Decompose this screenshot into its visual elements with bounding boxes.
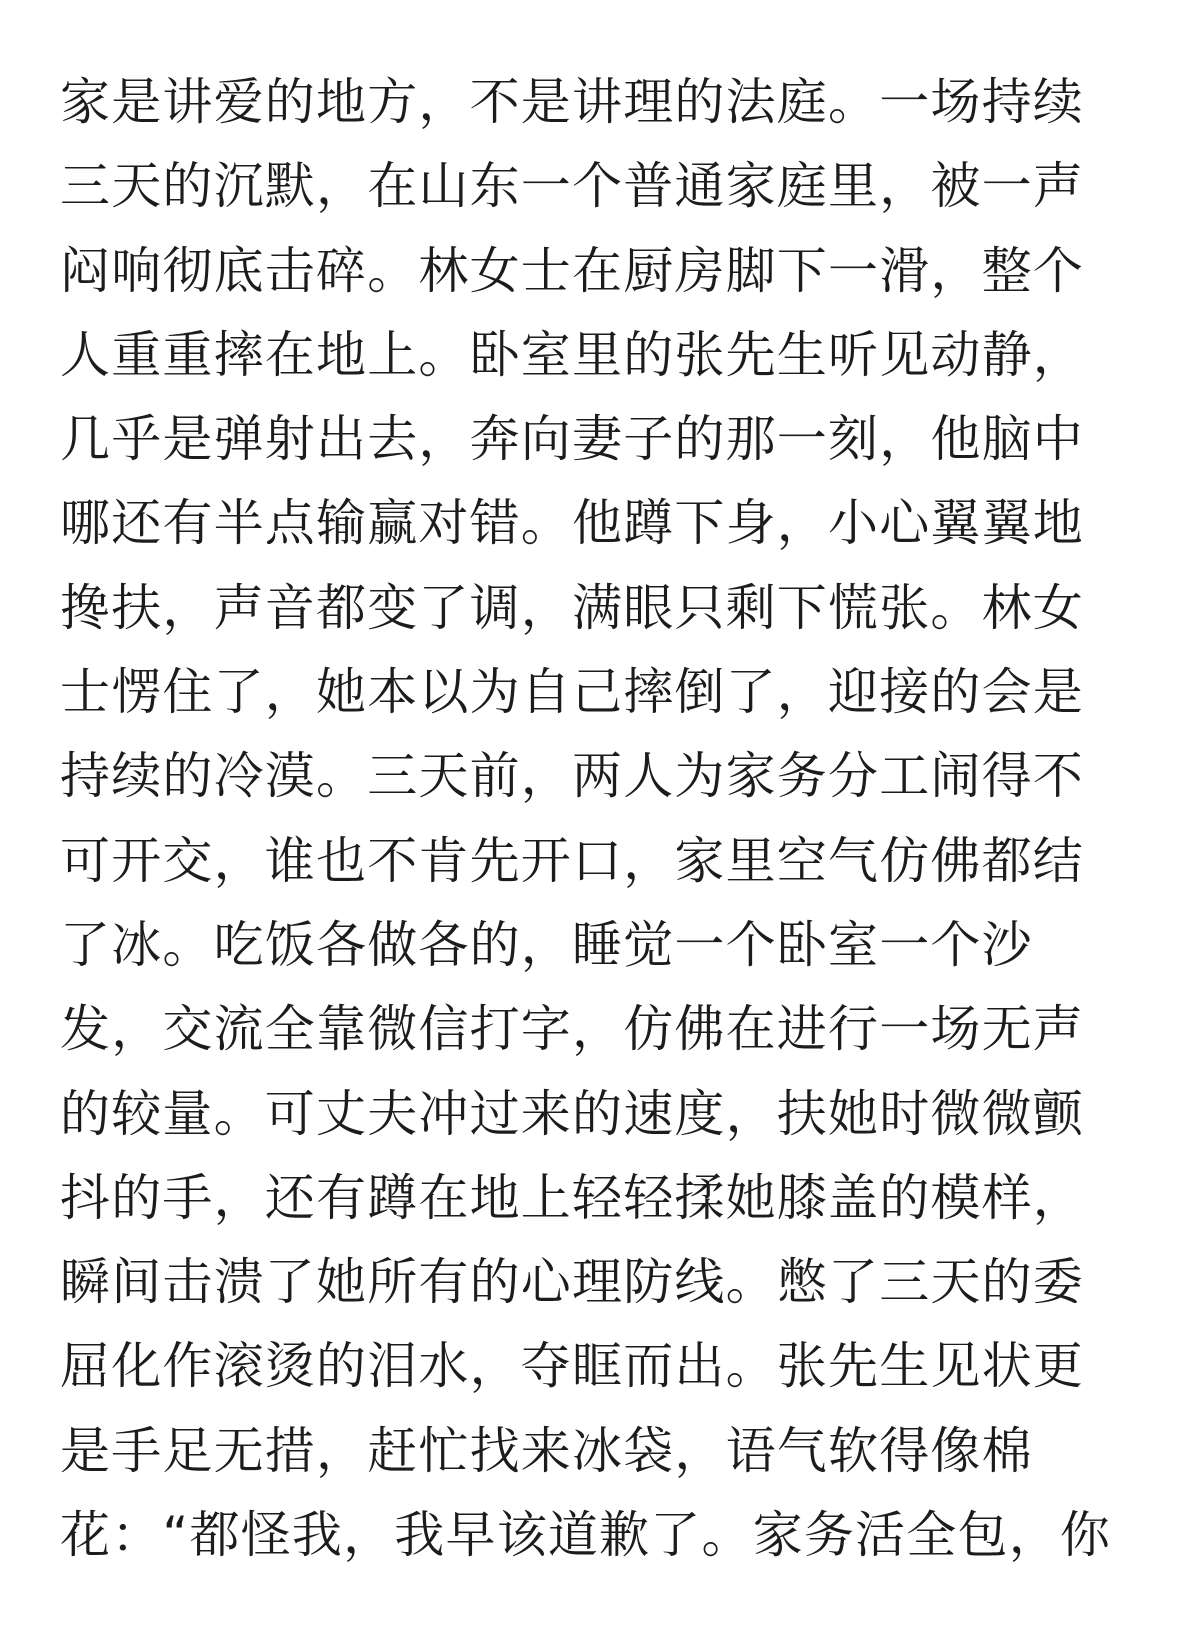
article-line: 家是讲爱的地方，不是讲理的法庭。一场持续 [60, 73, 1084, 131]
article-body [60, 60, 1112, 1577]
article-line: 的较量。可丈夫冲过来的速度，扶她时微微颤 [60, 1084, 1084, 1143]
article-line: 持续的冷漠。三天前，两人为家务分工闹得不 [60, 747, 1084, 806]
article-line: 发，交流全靠微信打字，仿佛在进行一场无声 [60, 1000, 1084, 1059]
article-line: 是手足无措，赶忙找来冰袋，语气软得像棉 [60, 1421, 1033, 1480]
article-line: 几乎是弹射出去，奔向妻子的那一刻，他脑中 [60, 410, 1084, 469]
article-line: 抖的手，还有蹲在地上轻轻揉她膝盖的模样， [60, 1168, 1084, 1227]
article-line: 哪还有半点输赢对错。他蹲下身，小心翼翼地 [60, 494, 1084, 553]
article-line: 闷响彻底击碎。林女士在厨房脚下一滑，整个 [60, 241, 1084, 300]
article-line: 可开交，谁也不肯先开口，家里空气仿佛都结 [60, 831, 1084, 890]
article-line: 了冰。吃饭各做各的，睡觉一个卧室一个沙 [60, 915, 1033, 974]
article-line: 士愣住了，她本以为自己摔倒了，迎接的会是 [60, 663, 1084, 722]
article-line: 屈化作滚烫的泪水，夺眶而出。张先生见状更 [60, 1337, 1084, 1396]
article-line: 花：“都怪我，我早该道歉了。家务活全包，你 [60, 1506, 1112, 1565]
article-line: 搀扶，声音都变了调，满眼只剩下慌张。林女 [60, 578, 1084, 637]
article-line: 人重重摔在地上。卧室里的张先生听见动静， [60, 325, 1084, 384]
article-line: 三天的沉默，在山东一个普通家庭里，被一声 [60, 157, 1084, 216]
article-line: 瞬间击溃了她所有的心理防线。憋了三天的委 [60, 1253, 1084, 1312]
